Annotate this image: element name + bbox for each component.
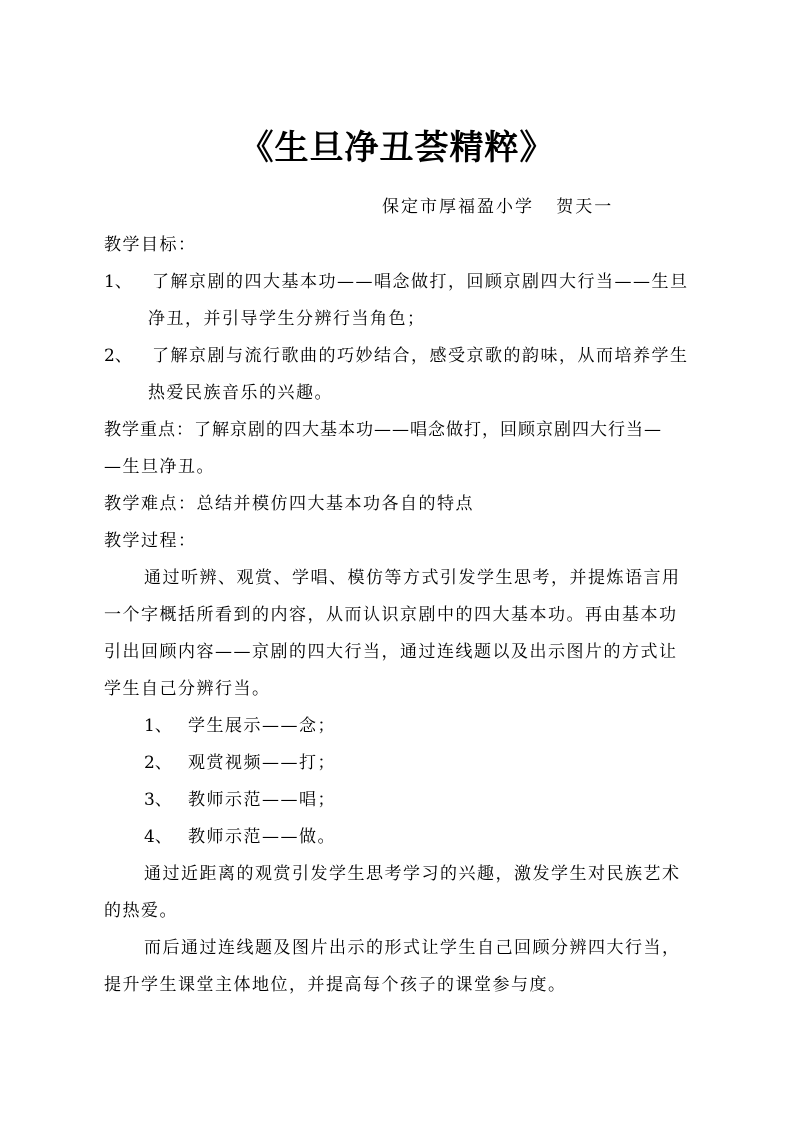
process-para-1-line-3: 引出回顾内容——京剧的四大行当，通过连线题以及出示图片的方式让	[104, 642, 678, 662]
step-4-number: 4、	[144, 827, 172, 847]
goal-2-line-2: 热爱民族音乐的兴趣。	[148, 383, 333, 403]
goal-2-line-1: 了解京剧与流行歌曲的巧妙结合，感受京歌的韵味，从而培养学生	[152, 346, 689, 366]
process-heading: 教学过程：	[104, 531, 197, 551]
process-para-1-line-1: 通过听辨、观赏、学唱、模仿等方式引发学生思考，并提炼语言用	[144, 568, 681, 588]
step-3-number: 3、	[144, 790, 172, 810]
process-para-3-line-1: 而后通过连线题及图片出示的形式让学生自己回顾分辨四大行当，	[144, 938, 681, 958]
goal-2-number: 2、	[104, 346, 132, 366]
key-points-line-1: 教学重点：了解京剧的四大基本功——唱念做打，回顾京剧四大行当—	[104, 420, 662, 440]
process-para-2-line-1: 通过近距离的观赏引发学生思考学习的兴趣，激发学生对民族艺术	[144, 864, 681, 884]
step-4-text: 教师示范——做。	[188, 827, 336, 847]
process-para-2-line-2: 的热爱。	[104, 901, 178, 921]
goals-heading: 教学目标：	[104, 235, 197, 255]
process-para-3-line-2: 提升学生课堂主体地位，并提高每个孩子的课堂参与度。	[104, 975, 567, 995]
document-title: 《生旦净丑荟精粹》	[239, 128, 555, 168]
key-points-line-2: —生旦净丑。	[104, 457, 215, 477]
process-para-1-line-2: 一个字概括所看到的内容，从而认识京剧中的四大基本功。再由基本功	[104, 605, 678, 625]
step-1-number: 1、	[144, 716, 172, 736]
step-1-text: 学生展示——念；	[188, 716, 336, 736]
difficulty-line: 教学难点：总结并模仿四大基本功各自的特点	[104, 494, 474, 514]
goal-1-line-2: 净丑，并引导学生分辨行当角色；	[148, 309, 426, 329]
goal-1-line-1: 了解京剧的四大基本功——唱念做打，回顾京剧四大行当——生旦	[152, 272, 689, 292]
goal-1-number: 1、	[104, 272, 132, 292]
process-para-1-line-4: 学生自己分辨行当。	[104, 679, 271, 699]
author-line: 保定市厚福盈小学 贺天一	[382, 197, 614, 217]
step-2-text: 观赏视频——打；	[188, 753, 336, 773]
step-2-number: 2、	[144, 753, 172, 773]
step-3-text: 教师示范——唱；	[188, 790, 336, 810]
